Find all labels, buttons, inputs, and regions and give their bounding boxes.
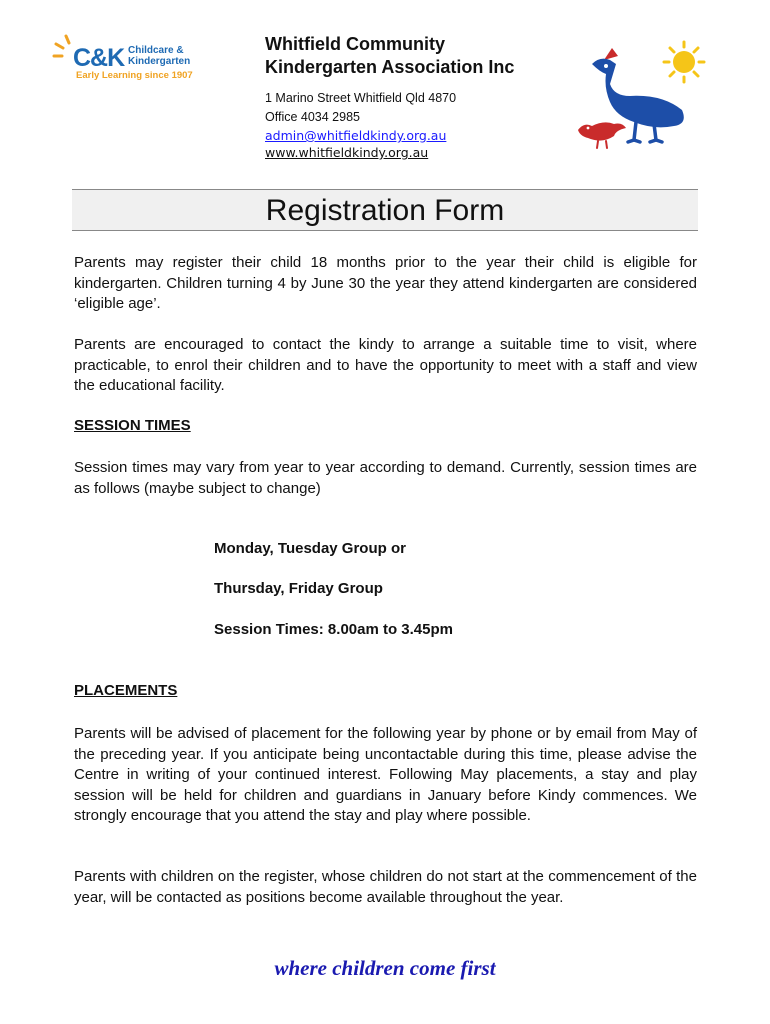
org-office-phone: Office 4034 2985: [265, 110, 360, 124]
email-link[interactable]: admin@whitfieldkindy.org.au: [265, 128, 447, 143]
session-times-heading: SESSION TIMES: [74, 417, 191, 434]
sun-icon: [664, 42, 704, 82]
org-address: 1 Marino Street Whitfield Qld 4870: [265, 91, 457, 105]
org-name-line1: Whitfield Community: [265, 34, 445, 54]
motto: where children come first: [274, 956, 496, 980]
logo-brand: C&K: [73, 44, 125, 72]
session-times-text: Session times may vary from year to year according to demand. Currently, session times are as follows (maybe subject to change): [74, 459, 697, 497]
intro-paragraph-2: Parents are encouraged to contact the kindy to arrange a suitable time to visit, where practicable, to enrol their children and to have the opportunity to meet with a staff and view the educational facility.: [74, 336, 697, 394]
session-group-1: Monday, Tuesday Group or: [214, 540, 406, 557]
ck-logo: [52, 30, 212, 86]
kindy-bird-illustration: [570, 38, 715, 153]
website-link[interactable]: www.whitfieldkindy.org.au: [265, 145, 429, 160]
logo-tagline: Early Learning since 1907: [76, 70, 193, 81]
red-bird-icon: [578, 122, 626, 148]
logo-subtitle-line2: Kindergarten: [128, 56, 191, 67]
org-name-line2: Kindergarten Association Inc: [265, 57, 515, 77]
placements-paragraph-2: Parents with children on the register, whose children do not start at the commencement of the year, will be contacted as positions become available throughout the year.: [74, 868, 697, 906]
intro-paragraph-1: Parents may register their child 18 months prior to the year their child is eligible for kindergarten. Children turning 4 by June 30 the year they attend kindergarten are considered ‘eligible age’.: [74, 254, 697, 312]
logo-subtitle-line1: Childcare &: [128, 45, 184, 56]
page-title: Registration Form: [72, 189, 698, 231]
placements-heading: PLACEMENTS: [74, 682, 178, 699]
organisation-block: [265, 33, 514, 161]
session-group-2: Thursday, Friday Group: [214, 580, 383, 597]
session-times-hours: Session Times: 8.00am to 3.45pm: [214, 621, 453, 638]
placements-paragraph-1: Parents will be advised of placement for the following year by phone or by email from May of the preceding year. If you anticipate being uncontactable during this time, please advise the Centre in writing of your continued interest. Following May placements, a stay and play session will be held for children and guardians in January before Kindy commences. We strongly encourage that you attend the stay and play where possible.: [74, 725, 697, 824]
